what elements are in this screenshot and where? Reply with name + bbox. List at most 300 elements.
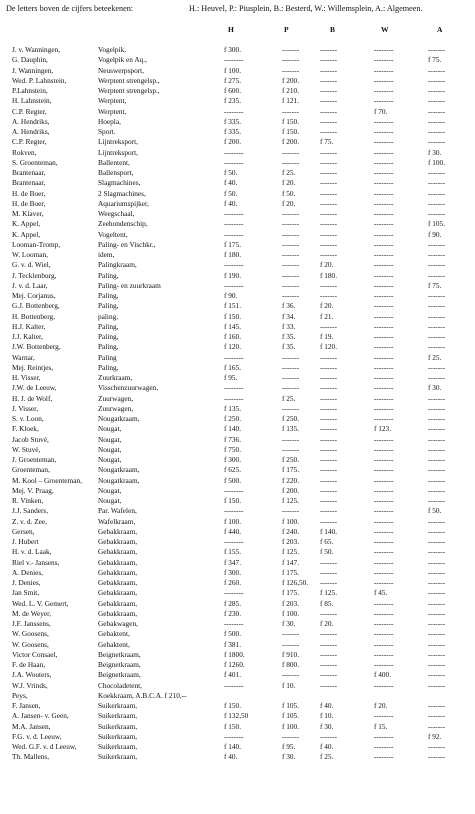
amount-piusplein: ------- xyxy=(282,55,300,65)
stall-type: Vogeltent, xyxy=(98,229,128,239)
amount-algemeen: ------- xyxy=(428,598,446,608)
table-row xyxy=(0,640,475,650)
amount-besterd: ------- xyxy=(320,455,338,464)
amount-besterd: f 25. xyxy=(320,752,334,762)
exhibitor-name: W.J. Vrinds, xyxy=(12,680,48,690)
table-row xyxy=(0,609,475,619)
amount-heuvel: f 160. xyxy=(224,332,242,341)
amount-algemeen: ------- xyxy=(428,45,446,54)
stall-type: Gebakkraam, xyxy=(98,547,138,557)
amount-piusplein: f 200. xyxy=(282,75,300,85)
stall-type: Zeehondenschip, xyxy=(98,219,148,229)
amount-piusplein: f 121. xyxy=(282,96,300,106)
table-row xyxy=(0,681,475,691)
amount-heuvel: f 40. xyxy=(224,752,238,762)
stall-type: Zuurwagen, xyxy=(98,403,134,413)
table-row xyxy=(0,250,475,260)
exhibitor-name: A. Denies, xyxy=(12,567,44,577)
table-row xyxy=(0,660,475,670)
amount-algemeen: ------- xyxy=(428,444,446,454)
amount-algemeen: ------- xyxy=(428,188,446,198)
stall-type: Paling, xyxy=(98,362,119,372)
stall-type: Nougat, xyxy=(98,485,122,495)
stall-type: Paling xyxy=(98,352,117,362)
amount-besterd: ------- xyxy=(320,506,338,516)
amount-heuvel: -------- xyxy=(224,619,244,628)
amount-besterd: f 50. xyxy=(320,547,334,557)
amount-heuvel: f 95. xyxy=(224,373,238,382)
exhibitor-name: M. Klaver, xyxy=(12,209,44,218)
amount-besterd: f 40. xyxy=(320,742,334,751)
amount-willemsplein: -------- xyxy=(374,485,394,495)
amount-algemeen: ------- xyxy=(428,127,446,136)
amount-heuvel: f 190. xyxy=(224,270,242,280)
amount-willemsplein: -------- xyxy=(374,711,394,721)
amount-willemsplein: -------- xyxy=(374,96,394,106)
amount-besterd: ------- xyxy=(320,239,338,249)
exhibitor-name: Mej. Reintjes, xyxy=(12,362,54,372)
amount-piusplein: ------- xyxy=(282,229,300,239)
amount-willemsplein: -------- xyxy=(374,639,394,649)
amount-algemeen: ------- xyxy=(428,526,446,536)
column-header-h: H xyxy=(228,25,234,34)
stall-type: Gebakwagen, xyxy=(98,619,138,628)
amount-willemsplein: -------- xyxy=(374,229,394,239)
stall-type: paling, xyxy=(98,311,119,321)
table-row xyxy=(0,322,475,332)
stall-type: Paling, xyxy=(98,270,119,280)
amount-algemeen: f 75. xyxy=(428,55,442,65)
amount-willemsplein: f 15. xyxy=(374,721,388,731)
amount-algemeen: f 30. xyxy=(428,383,442,393)
amount-heuvel: f 100. xyxy=(224,516,242,526)
stall-type: Suikerkraam, xyxy=(98,752,138,762)
amount-algemeen: f 105. xyxy=(428,219,446,229)
amount-willemsplein: f 45. xyxy=(374,588,388,598)
table-row xyxy=(0,291,475,301)
amount-algemeen: ------- xyxy=(428,137,446,147)
amount-heuvel: -------- xyxy=(224,147,244,157)
amount-piusplein: ------- xyxy=(282,250,300,259)
amount-algemeen: ------- xyxy=(428,86,446,95)
exhibitor-name: Groenteman, xyxy=(12,465,50,475)
table-row xyxy=(0,158,475,168)
exhibitor-name: Peys, xyxy=(12,690,28,700)
stall-type: Beignetkraam, xyxy=(98,660,141,669)
table-row xyxy=(0,476,475,486)
amount-willemsplein: -------- xyxy=(374,475,394,485)
amount-willemsplein: -------- xyxy=(374,506,394,516)
amount-piusplein: f 800. xyxy=(282,660,300,669)
amount-besterd: ------- xyxy=(320,178,338,188)
amount-heuvel: f 135. xyxy=(224,403,242,413)
exhibitor-name: J.W. de Leeuw, xyxy=(12,383,57,393)
stall-type: Paling- en Vischkr., xyxy=(98,239,156,249)
amount-willemsplein: -------- xyxy=(374,188,394,198)
table-row xyxy=(0,127,475,137)
amount-heuvel: f 600. xyxy=(224,86,242,95)
amount-algemeen: f 90. xyxy=(428,229,442,239)
stall-type: Chocoladetent, xyxy=(98,680,142,690)
amount-heuvel: -------- xyxy=(224,506,244,516)
amount-piusplein: f 135. xyxy=(282,424,300,434)
exhibitor-name: W. Goosens, xyxy=(12,629,49,639)
amount-heuvel: f 150. xyxy=(224,721,242,731)
amount-heuvel: -------- xyxy=(224,209,244,218)
amount-willemsplein: -------- xyxy=(374,219,394,229)
amount-besterd: f 65. xyxy=(320,537,334,546)
stall-type: Sport. xyxy=(98,127,116,136)
amount-piusplein: f 36. xyxy=(282,301,296,311)
amount-besterd: ------- xyxy=(320,680,338,690)
stall-type: Paling, xyxy=(98,301,119,311)
amount-piusplein: f 100. xyxy=(282,608,300,618)
exhibitor-name: H. de Boer, xyxy=(12,198,46,208)
amount-heuvel: f 275. xyxy=(224,75,242,85)
amount-algemeen: ------- xyxy=(428,414,446,423)
stall-type: Gebaktent, xyxy=(98,629,130,639)
table-row xyxy=(0,45,475,55)
table-row xyxy=(0,537,475,547)
amount-willemsplein: f 20. xyxy=(374,701,388,710)
amount-algemeen: ------- xyxy=(428,516,446,526)
stall-type: Werptent, xyxy=(98,106,127,116)
amount-besterd: f 10. xyxy=(320,711,334,721)
amount-heuvel: f 250. xyxy=(224,414,242,423)
amount-algemeen: ------- xyxy=(428,393,446,403)
stall-type: Aquariumspijker, xyxy=(98,198,149,208)
amount-piusplein: ------- xyxy=(282,670,300,680)
table-row xyxy=(0,732,475,742)
amount-besterd: ------- xyxy=(320,496,338,505)
amount-piusplein: f 25. xyxy=(282,393,296,403)
table-row xyxy=(0,506,475,516)
stall-type: Beignetkraam, xyxy=(98,670,141,680)
amount-besterd: ------- xyxy=(320,75,338,85)
stall-type: Visschenzuurwagen, xyxy=(98,383,159,393)
amount-willemsplein: -------- xyxy=(374,393,394,403)
amount-algemeen: ------- xyxy=(428,701,446,710)
amount-besterd: ------- xyxy=(320,731,338,741)
amount-algemeen: ------- xyxy=(428,270,446,280)
amount-algemeen: ------- xyxy=(428,75,446,85)
amount-besterd: ------- xyxy=(320,188,338,198)
stall-type: 2 Slagmachines, xyxy=(98,188,146,198)
exhibitor-name: J. Wanningen, xyxy=(12,65,54,75)
exhibitor-name: F. de Haan, xyxy=(12,660,46,669)
amount-heuvel: f 1800. xyxy=(224,649,245,659)
amount-algemeen: ------- xyxy=(428,742,446,751)
exhibitor-name: K. Appel, xyxy=(12,229,41,239)
amount-piusplein: ------- xyxy=(282,106,300,116)
table-row xyxy=(0,691,475,701)
amount-piusplein: ------- xyxy=(282,639,300,649)
column-header-a: A xyxy=(437,25,443,34)
amount-algemeen: ------- xyxy=(428,670,446,680)
amount-heuvel: f 300. xyxy=(224,45,242,54)
amount-heuvel: f 90. xyxy=(224,291,238,300)
stall-type: Beignetkraam, xyxy=(98,649,141,659)
amount-besterd: f 21. xyxy=(320,311,334,321)
table-row xyxy=(0,742,475,752)
amount-piusplein: ------- xyxy=(282,280,300,290)
amount-piusplein: f 20. xyxy=(282,198,296,208)
stall-type: Koekkraam, A.B.C.A. f 210,-- xyxy=(98,690,187,700)
amount-algemeen: ------- xyxy=(428,209,446,218)
amount-piusplein: f 25. xyxy=(282,168,296,177)
table-row xyxy=(0,117,475,127)
amount-piusplein: ------- xyxy=(282,219,300,229)
amount-willemsplein: -------- xyxy=(374,526,394,536)
amount-piusplein: f 220. xyxy=(282,475,300,485)
stall-type: Gebakkraam, xyxy=(98,578,138,587)
amount-piusplein: ------- xyxy=(282,157,300,167)
amount-piusplein: f 105. xyxy=(282,701,300,710)
table-row xyxy=(0,107,475,117)
amount-algemeen: ------- xyxy=(428,588,446,598)
exhibitor-name: Warnar, xyxy=(12,352,35,362)
amount-willemsplein: -------- xyxy=(374,75,394,85)
amount-heuvel: f 150. xyxy=(224,701,242,710)
stall-type: Zuurwagen, xyxy=(98,393,134,403)
amount-willemsplein: -------- xyxy=(374,280,394,290)
table-row xyxy=(0,148,475,158)
amount-algemeen: ------- xyxy=(428,608,446,618)
amount-willemsplein: -------- xyxy=(374,127,394,136)
amount-algemeen: ------- xyxy=(428,496,446,505)
amount-heuvel: f 335. xyxy=(224,116,242,126)
exhibitor-name: Mej. V. Praag, xyxy=(12,485,54,495)
amount-besterd: ------- xyxy=(320,485,338,495)
amount-piusplein: f 200. xyxy=(282,485,300,495)
amount-algemeen: f 100. xyxy=(428,157,446,167)
amount-heuvel: f 235. xyxy=(224,96,242,106)
stall-type: Hoepla, xyxy=(98,116,121,126)
amount-algemeen: ------- xyxy=(428,649,446,659)
exhibitor-name: H.J. Kalter, xyxy=(12,321,46,331)
stall-type: Suikerkraam, xyxy=(98,721,138,731)
exhibitor-name: J. v. Wanningen, xyxy=(12,45,61,54)
table-row xyxy=(0,240,475,250)
amount-algemeen: ------- xyxy=(428,537,446,546)
amount-heuvel: -------- xyxy=(224,55,244,65)
exhibitor-name: J.J. Kalter, xyxy=(12,332,43,341)
stall-type: Gebakkraam, xyxy=(98,598,138,608)
amount-heuvel: -------- xyxy=(224,229,244,239)
amount-piusplein: f 175. xyxy=(282,465,300,475)
stall-type: Paling, xyxy=(98,291,119,300)
amount-heuvel: -------- xyxy=(224,352,244,362)
amount-algemeen: ------- xyxy=(428,116,446,126)
amount-besterd: ------- xyxy=(320,567,338,577)
stall-type: Palingkraam, xyxy=(98,260,137,270)
amount-willemsplein: -------- xyxy=(374,414,394,423)
amount-piusplein: f 125. xyxy=(282,547,300,557)
amount-heuvel: f 750. xyxy=(224,444,242,454)
amount-besterd: ------- xyxy=(320,444,338,454)
stall-type: Gebakkraam, xyxy=(98,588,138,598)
amount-besterd: f 75. xyxy=(320,137,334,147)
exhibitor-name: G.J. Bottenberg, xyxy=(12,301,60,311)
amount-algemeen: ------- xyxy=(428,96,446,106)
amount-besterd: ------- xyxy=(320,157,338,167)
amount-besterd: f 140. xyxy=(320,526,338,536)
amount-algemeen: ------- xyxy=(428,403,446,413)
stall-type: Paling, xyxy=(98,321,119,331)
amount-piusplein: f 100. xyxy=(282,516,300,526)
stall-type: Werptent strengelsp., xyxy=(98,75,160,85)
amount-algemeen: ------- xyxy=(428,301,446,311)
exhibitor-name: M. Kool – Groenteman, xyxy=(12,475,82,485)
amount-heuvel: f 50. xyxy=(224,188,238,198)
exhibitor-name: C.P. Regter, xyxy=(12,137,47,147)
table-row xyxy=(0,568,475,578)
amount-willemsplein: f 70. xyxy=(374,106,388,116)
amount-besterd: f 20. xyxy=(320,619,334,628)
exhibitor-name: W. Goosens, xyxy=(12,639,49,649)
amount-besterd: ------- xyxy=(320,578,338,587)
amount-piusplein: f 34. xyxy=(282,311,296,321)
amount-willemsplein: -------- xyxy=(374,352,394,362)
amount-besterd: ------- xyxy=(320,321,338,331)
exhibitor-name: J. Groenteman, xyxy=(12,455,57,464)
amount-piusplein: ------- xyxy=(282,147,300,157)
table-row xyxy=(0,260,475,270)
amount-algemeen: ------- xyxy=(428,332,446,341)
table-row xyxy=(0,701,475,711)
amount-algemeen: ------- xyxy=(428,198,446,208)
exhibitor-name: H. v. d. Laak, xyxy=(12,547,52,557)
amount-willemsplein: -------- xyxy=(374,198,394,208)
amount-besterd: ------- xyxy=(320,198,338,208)
table-row xyxy=(0,301,475,311)
amount-willemsplein: -------- xyxy=(374,649,394,659)
stall-type: Vogelpik en Aq., xyxy=(98,55,147,65)
amount-piusplein: ------- xyxy=(282,260,300,270)
amount-heuvel: f 440. xyxy=(224,526,242,536)
header-legend: H.: Heuvel, P.: Piusplein, B.: Besterd, W.: Willemsplein, A.: Algemeen. xyxy=(189,4,423,13)
table-row xyxy=(0,752,475,762)
amount-algemeen: ------- xyxy=(428,485,446,495)
amount-algemeen: ------- xyxy=(428,629,446,639)
exhibitor-name: S. Groenteman, xyxy=(12,157,58,167)
amount-besterd: ------- xyxy=(320,352,338,362)
table-row xyxy=(0,178,475,188)
amount-willemsplein: -------- xyxy=(374,321,394,331)
exhibitor-name: Mej. Corjanus, xyxy=(12,291,56,300)
amount-piusplein: f 100. xyxy=(282,721,300,731)
stall-type: Suikerkraam, xyxy=(98,731,138,741)
amount-willemsplein: -------- xyxy=(374,250,394,259)
exhibitor-name: A. Jansen- v. Geen, xyxy=(12,711,69,721)
exhibitor-name: H. Bottenberg, xyxy=(12,311,56,321)
exhibitor-name: F. Jansen, xyxy=(12,701,41,710)
amount-algemeen: ------- xyxy=(428,455,446,464)
amount-besterd: ------- xyxy=(320,168,338,177)
amount-besterd: f 30. xyxy=(320,721,334,731)
amount-willemsplein: f 123. xyxy=(374,424,392,434)
stall-type: Ballensport, xyxy=(98,168,134,177)
amount-piusplein: ------- xyxy=(282,209,300,218)
table-row xyxy=(0,414,475,424)
amount-heuvel: f 140. xyxy=(224,742,242,751)
stall-type: Slagmachines, xyxy=(98,178,141,188)
amount-willemsplein: -------- xyxy=(374,496,394,505)
table-row xyxy=(0,629,475,639)
stall-type: Lijntreksport, xyxy=(98,147,138,157)
exhibitor-name: R. Vinken, xyxy=(12,496,44,505)
amount-willemsplein: -------- xyxy=(374,752,394,762)
stall-type: Gebaktent, xyxy=(98,639,130,649)
amount-heuvel: f 500. xyxy=(224,629,242,639)
stall-type: Wafelkraam, xyxy=(98,516,136,526)
table-row xyxy=(0,435,475,445)
amount-algemeen: ------- xyxy=(428,178,446,188)
amount-besterd: f 20. xyxy=(320,260,334,270)
amount-piusplein: f 30. xyxy=(282,619,296,628)
amount-besterd: ------- xyxy=(320,65,338,75)
amount-piusplein: ------- xyxy=(282,434,300,444)
exhibitor-name: Th. Mallens, xyxy=(12,752,50,762)
amount-willemsplein: -------- xyxy=(374,383,394,393)
table-row xyxy=(0,55,475,65)
amount-willemsplein: -------- xyxy=(374,619,394,628)
amount-besterd: ------- xyxy=(320,362,338,372)
exhibitor-name: A. Hendriks, xyxy=(12,127,50,136)
amount-willemsplein: -------- xyxy=(374,537,394,546)
table-row xyxy=(0,342,475,352)
amount-piusplein: f 125. xyxy=(282,496,300,505)
stall-type: Neuswerpsport, xyxy=(98,65,145,75)
amount-willemsplein: -------- xyxy=(374,332,394,341)
stall-type: Werptent, xyxy=(98,96,127,106)
amount-besterd: ------- xyxy=(320,373,338,382)
amount-piusplein: ------- xyxy=(282,65,300,75)
table-row xyxy=(0,189,475,199)
amount-willemsplein: -------- xyxy=(374,598,394,608)
amount-besterd: ------- xyxy=(320,55,338,65)
amount-besterd: ------- xyxy=(320,106,338,116)
amount-piusplein: f 250. xyxy=(282,414,300,423)
stall-type: Gebakkraam, xyxy=(98,537,138,546)
amount-willemsplein: -------- xyxy=(374,301,394,311)
amount-piusplein: ------- xyxy=(282,373,300,382)
amount-algemeen: ------- xyxy=(428,321,446,331)
amount-algemeen: ------- xyxy=(428,373,446,382)
amount-besterd: ------- xyxy=(320,424,338,434)
amount-willemsplein: -------- xyxy=(374,168,394,177)
exhibitor-name: P.Lahnstein, xyxy=(12,86,48,95)
amount-heuvel: f 50. xyxy=(224,168,238,177)
stall-type: Suikerkraam, xyxy=(98,711,138,721)
amount-besterd: ------- xyxy=(320,209,338,218)
amount-besterd: ------- xyxy=(320,229,338,239)
amount-piusplein: ------- xyxy=(282,383,300,393)
amount-piusplein: f 33. xyxy=(282,321,296,331)
amount-willemsplein: -------- xyxy=(374,116,394,126)
amount-willemsplein: -------- xyxy=(374,434,394,444)
stall-type: Werptent strengelsp., xyxy=(98,86,160,95)
amount-besterd: ------- xyxy=(320,147,338,157)
exhibitor-name: J.W. Bottenberg, xyxy=(12,342,61,352)
amount-heuvel: -------- xyxy=(224,485,244,495)
amount-besterd: ------- xyxy=(320,516,338,526)
amount-besterd: ------- xyxy=(320,219,338,229)
exhibitor-name: Brantenaar, xyxy=(12,178,46,188)
exhibitor-name: J. Hubert xyxy=(12,537,39,546)
stall-type: Nougatkraam, xyxy=(98,414,140,423)
amount-besterd: ------- xyxy=(320,96,338,106)
